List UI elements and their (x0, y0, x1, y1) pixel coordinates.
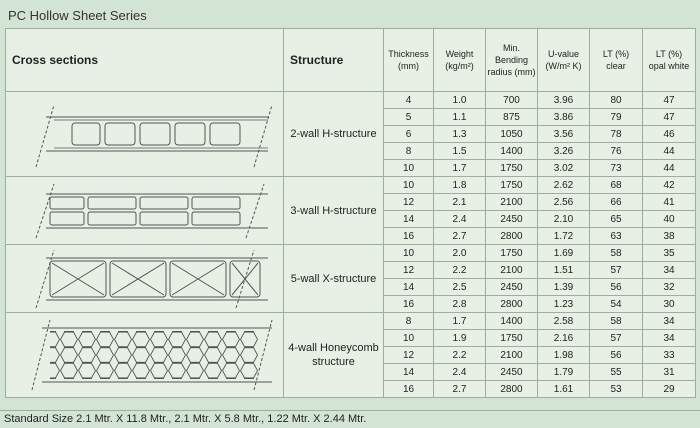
cell-weight: 2.7 (434, 228, 486, 245)
cell-bending-radius: 2100 (486, 347, 538, 364)
header-bending-radius: Min. Bending radius (mm) (486, 29, 538, 92)
cell-u-value: 3.56 (538, 126, 590, 143)
cell-bending-radius: 2450 (486, 211, 538, 228)
cell-lt-clear: 80 (590, 92, 643, 109)
cell-u-value: 1.69 (538, 245, 590, 262)
cell-lt-clear: 56 (590, 347, 643, 364)
table-row (6, 313, 696, 330)
header-lt-opal: LT (%) opal white (643, 29, 696, 92)
cell-lt-opal: 44 (643, 143, 696, 160)
cell-bending-radius: 2100 (486, 194, 538, 211)
header-cross-sections: Cross sections (6, 29, 284, 92)
page-title: PC Hollow Sheet Series (0, 0, 700, 28)
cell-lt-opal: 38 (643, 228, 696, 245)
cell-thickness: 8 (384, 313, 434, 330)
cross-section-cell (6, 245, 284, 313)
standard-size-note: Standard Size 2.1 Mtr. X 11.8 Mtr., 2.1 Mtr. X 5.8 Mtr., 1.22 Mtr. X 2.44 Mtr. (0, 410, 700, 428)
structure-label: 4-wall Honeycomb structure (284, 313, 384, 398)
cell-weight: 2.2 (434, 262, 486, 279)
cell-lt-clear: 68 (590, 177, 643, 194)
cross-section-cell (6, 313, 284, 398)
cell-u-value: 1.23 (538, 296, 590, 313)
cell-u-value: 3.96 (538, 92, 590, 109)
cell-bending-radius: 2100 (486, 262, 538, 279)
cell-u-value: 1.72 (538, 228, 590, 245)
cross-section-2wall-h-drawing (6, 95, 282, 173)
cell-lt-clear: 58 (590, 313, 643, 330)
cell-lt-clear: 55 (590, 364, 643, 381)
cell-bending-radius: 1750 (486, 330, 538, 347)
cell-weight: 1.0 (434, 92, 486, 109)
structure-label: 3-wall H-structure (284, 177, 384, 245)
cell-lt-clear: 79 (590, 109, 643, 126)
cell-u-value: 2.16 (538, 330, 590, 347)
cross-section-honeycomb-drawing (6, 316, 282, 394)
cell-lt-opal: 35 (643, 245, 696, 262)
cell-thickness: 12 (384, 347, 434, 364)
cell-thickness: 4 (384, 92, 434, 109)
cell-bending-radius: 875 (486, 109, 538, 126)
cell-lt-clear: 66 (590, 194, 643, 211)
cell-thickness: 16 (384, 381, 434, 398)
cell-lt-opal: 40 (643, 211, 696, 228)
cell-weight: 1.8 (434, 177, 486, 194)
cell-lt-opal: 47 (643, 109, 696, 126)
cell-thickness: 14 (384, 364, 434, 381)
cell-u-value: 2.56 (538, 194, 590, 211)
cell-u-value: 3.26 (538, 143, 590, 160)
header-structure: Structure (284, 29, 384, 92)
cell-thickness: 16 (384, 296, 434, 313)
cell-bending-radius: 700 (486, 92, 538, 109)
cell-weight: 2.5 (434, 279, 486, 296)
cell-lt-clear: 65 (590, 211, 643, 228)
cell-lt-opal: 44 (643, 160, 696, 177)
cell-lt-clear: 63 (590, 228, 643, 245)
cell-lt-clear: 58 (590, 245, 643, 262)
header-u-value: U-value (W/m² K) (538, 29, 590, 92)
header-row (6, 29, 696, 92)
cell-lt-opal: 34 (643, 330, 696, 347)
structure-label: 2-wall H-structure (284, 92, 384, 177)
cell-thickness: 6 (384, 126, 434, 143)
cell-thickness: 14 (384, 279, 434, 296)
cell-weight: 1.9 (434, 330, 486, 347)
cell-u-value: 2.10 (538, 211, 590, 228)
cell-lt-opal: 29 (643, 381, 696, 398)
cell-lt-opal: 32 (643, 279, 696, 296)
cell-thickness: 12 (384, 262, 434, 279)
cell-lt-opal: 34 (643, 262, 696, 279)
cell-u-value: 2.58 (538, 313, 590, 330)
cell-lt-clear: 76 (590, 143, 643, 160)
cell-lt-opal: 33 (643, 347, 696, 364)
table-row (6, 92, 696, 109)
cell-lt-opal: 30 (643, 296, 696, 313)
cell-u-value: 3.86 (538, 109, 590, 126)
cell-thickness: 10 (384, 160, 434, 177)
cross-section-5wall-x-drawing (6, 246, 282, 312)
cell-bending-radius: 1050 (486, 126, 538, 143)
cell-bending-radius: 1750 (486, 177, 538, 194)
cell-thickness: 10 (384, 245, 434, 262)
cell-bending-radius: 2450 (486, 364, 538, 381)
cell-thickness: 12 (384, 194, 434, 211)
cell-lt-clear: 73 (590, 160, 643, 177)
cell-lt-clear: 57 (590, 262, 643, 279)
cell-weight: 1.5 (434, 143, 486, 160)
cell-bending-radius: 2450 (486, 279, 538, 296)
cell-weight: 1.3 (434, 126, 486, 143)
cell-weight: 1.1 (434, 109, 486, 126)
cross-section-cell (6, 92, 284, 177)
cell-u-value: 1.79 (538, 364, 590, 381)
cell-bending-radius: 1400 (486, 143, 538, 160)
cell-bending-radius: 1400 (486, 313, 538, 330)
cell-thickness: 10 (384, 177, 434, 194)
table-row (6, 245, 696, 262)
cell-u-value: 1.98 (538, 347, 590, 364)
cell-weight: 1.7 (434, 160, 486, 177)
cell-thickness: 16 (384, 228, 434, 245)
cell-weight: 1.7 (434, 313, 486, 330)
cell-lt-clear: 54 (590, 296, 643, 313)
cell-lt-opal: 46 (643, 126, 696, 143)
cell-lt-opal: 47 (643, 92, 696, 109)
cell-lt-clear: 78 (590, 126, 643, 143)
cell-u-value: 1.39 (538, 279, 590, 296)
cell-thickness: 10 (384, 330, 434, 347)
cell-lt-clear: 53 (590, 381, 643, 398)
cell-bending-radius: 2800 (486, 228, 538, 245)
cell-weight: 2.4 (434, 211, 486, 228)
cell-weight: 2.1 (434, 194, 486, 211)
structure-label: 5-wall X-structure (284, 245, 384, 313)
cell-lt-opal: 41 (643, 194, 696, 211)
cell-thickness: 5 (384, 109, 434, 126)
cell-u-value: 1.61 (538, 381, 590, 398)
header-thickness: Thickness (mm) (384, 29, 434, 92)
cell-lt-opal: 31 (643, 364, 696, 381)
cross-section-3wall-h-drawing (6, 180, 282, 242)
cell-weight: 2.2 (434, 347, 486, 364)
cell-bending-radius: 1750 (486, 160, 538, 177)
cell-thickness: 14 (384, 211, 434, 228)
cell-lt-clear: 57 (590, 330, 643, 347)
cell-u-value: 1.51 (538, 262, 590, 279)
cell-lt-opal: 42 (643, 177, 696, 194)
spec-table (5, 28, 696, 398)
cell-bending-radius: 1750 (486, 245, 538, 262)
header-weight: Weight (kg/m²) (434, 29, 486, 92)
cell-lt-opal: 34 (643, 313, 696, 330)
cell-weight: 2.8 (434, 296, 486, 313)
cell-weight: 2.7 (434, 381, 486, 398)
header-lt-clear: LT (%) clear (590, 29, 643, 92)
cell-thickness: 8 (384, 143, 434, 160)
cross-section-cell (6, 177, 284, 245)
table-row (6, 177, 696, 194)
cell-weight: 2.0 (434, 245, 486, 262)
cell-u-value: 2.62 (538, 177, 590, 194)
cell-weight: 2.4 (434, 364, 486, 381)
cell-bending-radius: 2800 (486, 381, 538, 398)
cell-lt-clear: 56 (590, 279, 643, 296)
cell-u-value: 3.02 (538, 160, 590, 177)
cell-bending-radius: 2800 (486, 296, 538, 313)
